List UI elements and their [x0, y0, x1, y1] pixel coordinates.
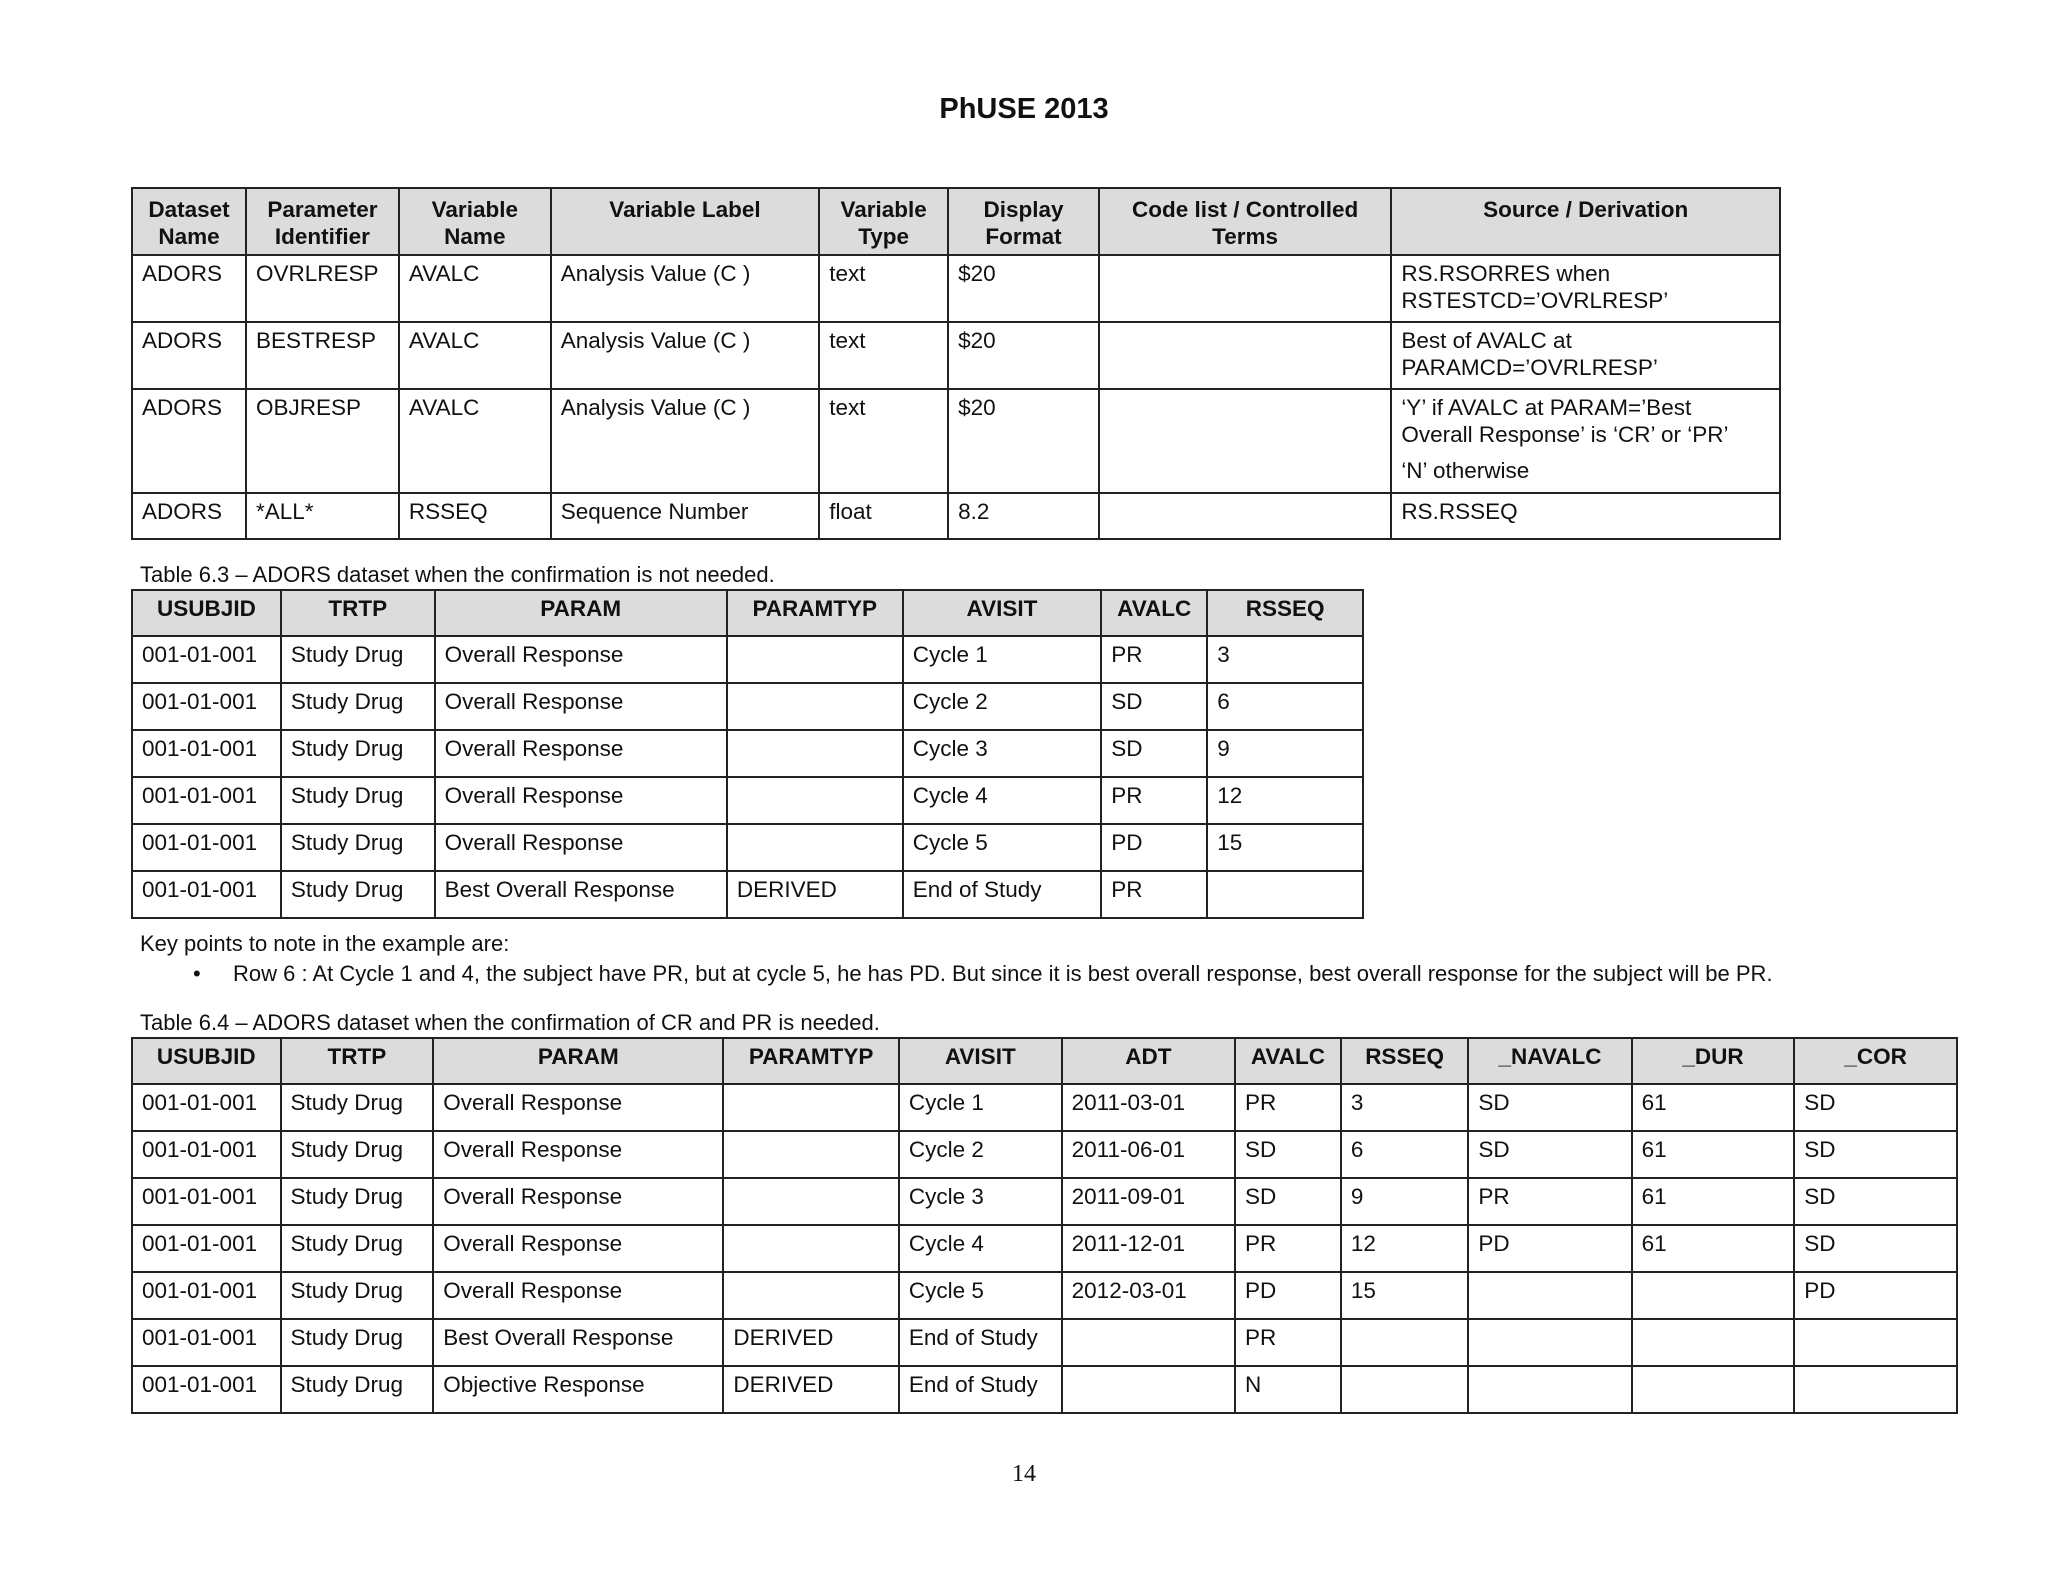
table-cell — [723, 1084, 898, 1131]
table-cell: 001-01-001 — [132, 1319, 281, 1366]
table-cell — [1468, 1319, 1631, 1366]
table-row — [132, 255, 1780, 322]
table-cell: 9 — [1341, 1178, 1469, 1225]
table-cell: Overall Response — [433, 1084, 723, 1131]
table-cell — [1632, 1366, 1795, 1413]
column-header: Source / Derivation — [1391, 188, 1780, 255]
table-cell: Overall Response — [433, 1272, 723, 1319]
table-cell: Objective Response — [433, 1366, 723, 1413]
table-cell: Study Drug — [281, 730, 435, 777]
column-header: TRTP — [281, 1038, 434, 1084]
table-cell: Study Drug — [281, 777, 435, 824]
column-header: _NAVALC — [1468, 1038, 1631, 1084]
table-cell: 6 — [1207, 683, 1363, 730]
table-cell: DERIVED — [723, 1319, 898, 1366]
table-cell — [1062, 1319, 1235, 1366]
key-points-list — [140, 959, 1773, 989]
key-points-intro: Key points to note in the example are: — [140, 931, 510, 956]
table-row — [132, 1178, 1957, 1225]
column-header: Parameter Identifier — [246, 188, 399, 255]
table-row — [132, 871, 1363, 918]
page-number: 14 — [1012, 1461, 1036, 1487]
table-cell: 001-01-001 — [132, 777, 281, 824]
table-cell: 2011-09-01 — [1062, 1178, 1235, 1225]
table-cell: Overall Response — [435, 683, 727, 730]
table-cell: SD — [1794, 1225, 1957, 1272]
table-cell: End of Study — [903, 871, 1102, 918]
table-cell: PR — [1101, 871, 1207, 918]
table-cell: Overall Response — [433, 1225, 723, 1272]
table-cell: 3 — [1207, 636, 1363, 683]
table-cell: Cycle 4 — [899, 1225, 1062, 1272]
table-cell — [1468, 1272, 1631, 1319]
table-cell: text — [819, 389, 948, 493]
table-cell: 001-01-001 — [132, 1366, 281, 1413]
column-header: AVALC — [1101, 590, 1207, 636]
table-cell: BESTRESP — [246, 322, 399, 389]
table-row — [132, 683, 1363, 730]
adors-table-6-4 — [131, 1037, 1958, 1414]
table-cell: Study Drug — [281, 683, 435, 730]
table-cell: SD — [1468, 1131, 1631, 1178]
table-cell: Cycle 3 — [899, 1178, 1062, 1225]
variable-metadata-table — [131, 187, 1781, 540]
table-cell: SD — [1101, 730, 1207, 777]
table-cell — [1099, 389, 1391, 493]
table-cell: 15 — [1341, 1272, 1469, 1319]
table-cell: RS.RSSEQ — [1391, 493, 1780, 539]
table-cell: 001-01-001 — [132, 1178, 281, 1225]
table-cell: Overall Response — [433, 1178, 723, 1225]
column-header: RSSEQ — [1341, 1038, 1469, 1084]
table-row — [132, 1225, 1957, 1272]
table-cell: Study Drug — [281, 1272, 434, 1319]
table-cell — [1794, 1366, 1957, 1413]
table-cell: Best of AVALC at PARAMCD=’OVRLRESP’ — [1391, 322, 1780, 389]
table-cell: 001-01-001 — [132, 636, 281, 683]
table-row — [132, 1131, 1957, 1178]
table-row — [132, 1084, 1957, 1131]
table-cell — [1794, 1319, 1957, 1366]
table-cell: RS.RSORRES when RSTESTCD=’OVRLRESP’ — [1391, 255, 1780, 322]
table-cell: Study Drug — [281, 1366, 434, 1413]
table-cell: 9 — [1207, 730, 1363, 777]
table-cell: PD — [1235, 1272, 1341, 1319]
column-header: Variable Type — [819, 188, 948, 255]
table-cell: 2012-03-01 — [1062, 1272, 1235, 1319]
table-cell: Cycle 4 — [903, 777, 1102, 824]
table-cell: float — [819, 493, 948, 539]
column-header: TRTP — [281, 590, 435, 636]
table-caption: Table 6.3 – ADORS dataset when the confirmation is not needed. — [140, 562, 775, 587]
column-header: PARAM — [433, 1038, 723, 1084]
table-cell — [723, 1178, 898, 1225]
table-row — [132, 1272, 1957, 1319]
table-cell: 001-01-001 — [132, 1272, 281, 1319]
table-cell — [727, 636, 903, 683]
table-cell: Cycle 1 — [899, 1084, 1062, 1131]
table-cell: Overall Response — [433, 1131, 723, 1178]
table-cell: 2011-03-01 — [1062, 1084, 1235, 1131]
column-header: RSSEQ — [1207, 590, 1363, 636]
table-cell: 61 — [1632, 1084, 1795, 1131]
table-cell — [727, 730, 903, 777]
table-cell: 6 — [1341, 1131, 1469, 1178]
table-header-row — [132, 188, 1780, 255]
table-cell: Best Overall Response — [435, 871, 727, 918]
column-header: USUBJID — [132, 590, 281, 636]
table-cell: PD — [1794, 1272, 1957, 1319]
table-cell: Study Drug — [281, 1084, 434, 1131]
table-cell — [1341, 1319, 1469, 1366]
column-header: AVISIT — [899, 1038, 1062, 1084]
table-cell — [1341, 1366, 1469, 1413]
table-cell: AVALC — [399, 389, 551, 493]
table-cell: Study Drug — [281, 636, 435, 683]
table-cell: 3 — [1341, 1084, 1469, 1131]
table-cell: SD — [1468, 1084, 1631, 1131]
table-cell: Overall Response — [435, 636, 727, 683]
table-cell — [1062, 1366, 1235, 1413]
table-cell: PR — [1235, 1084, 1341, 1131]
table-cell: ADORS — [132, 255, 246, 322]
table-cell: SD — [1235, 1131, 1341, 1178]
table-cell: Analysis Value (C ) — [551, 255, 819, 322]
table-cell: Study Drug — [281, 1319, 434, 1366]
table-cell — [1099, 493, 1391, 539]
table-cell: PR — [1468, 1178, 1631, 1225]
table-cell: 61 — [1632, 1225, 1795, 1272]
table-cell: AVALC — [399, 322, 551, 389]
table-cell: Study Drug — [281, 871, 435, 918]
table-cell: 001-01-001 — [132, 1084, 281, 1131]
table-cell — [727, 683, 903, 730]
table-cell: Analysis Value (C ) — [551, 322, 819, 389]
table-cell: 001-01-001 — [132, 871, 281, 918]
table-cell: Study Drug — [281, 1225, 434, 1272]
table-row — [132, 322, 1780, 389]
table-cell: 61 — [1632, 1178, 1795, 1225]
table-cell: RSSEQ — [399, 493, 551, 539]
table-cell: N — [1235, 1366, 1341, 1413]
table-cell: 001-01-001 — [132, 1131, 281, 1178]
table-row — [132, 493, 1780, 539]
table-cell — [1632, 1319, 1795, 1366]
table-cell: 001-01-001 — [132, 1225, 281, 1272]
table-cell — [1632, 1272, 1795, 1319]
table-cell: Cycle 3 — [903, 730, 1102, 777]
column-header: Code list / Controlled Terms — [1099, 188, 1391, 255]
table-cell: Analysis Value (C ) — [551, 389, 819, 493]
table-cell: End of Study — [899, 1319, 1062, 1366]
table-row — [132, 1319, 1957, 1366]
column-header: AVALC — [1235, 1038, 1341, 1084]
table-header-row — [132, 1038, 1957, 1084]
page-title: PhUSE 2013 — [939, 93, 1109, 125]
table-cell: 001-01-001 — [132, 730, 281, 777]
table-cell: Cycle 5 — [903, 824, 1102, 871]
table-cell: PD — [1101, 824, 1207, 871]
table-header-row — [132, 590, 1363, 636]
table-cell: PR — [1101, 636, 1207, 683]
table-cell: 12 — [1207, 777, 1363, 824]
table-cell: Study Drug — [281, 824, 435, 871]
table-row — [132, 1366, 1957, 1413]
adors-table-6-3 — [131, 589, 1364, 919]
column-header: ADT — [1062, 1038, 1235, 1084]
table-cell: PR — [1101, 777, 1207, 824]
table-cell: Best Overall Response — [433, 1319, 723, 1366]
column-header: _COR — [1794, 1038, 1957, 1084]
table-cell: *ALL* — [246, 493, 399, 539]
column-header: Variable Name — [399, 188, 551, 255]
table-cell: $20 — [948, 322, 1099, 389]
table-row — [132, 777, 1363, 824]
table-cell: 001-01-001 — [132, 683, 281, 730]
list-item — [193, 959, 1773, 989]
table-cell — [1099, 322, 1391, 389]
table-caption: Table 6.4 – ADORS dataset when the confirmation of CR and PR is needed. — [140, 1010, 880, 1035]
column-header: USUBJID — [132, 1038, 281, 1084]
table-row — [132, 730, 1363, 777]
table-cell: $20 — [948, 255, 1099, 322]
column-header: _DUR — [1632, 1038, 1795, 1084]
table-row — [132, 636, 1363, 683]
table-cell: 15 — [1207, 824, 1363, 871]
table-cell: ADORS — [132, 389, 246, 493]
table-cell: 8.2 — [948, 493, 1099, 539]
table-cell: Cycle 2 — [899, 1131, 1062, 1178]
bullet-icon: • — [193, 961, 201, 986]
table-cell: OBJRESP — [246, 389, 399, 493]
table-cell: Sequence Number — [551, 493, 819, 539]
table-cell: 2011-12-01 — [1062, 1225, 1235, 1272]
table-cell: ADORS — [132, 322, 246, 389]
table-cell — [727, 824, 903, 871]
table-cell: Cycle 1 — [903, 636, 1102, 683]
table-cell: ‘Y’ if AVALC at PARAM=’Best Overall Response’ is ‘CR’ or ‘PR’ ‘N’ otherwise — [1391, 389, 1780, 493]
table-cell: DERIVED — [723, 1366, 898, 1413]
column-header: Variable Label — [551, 188, 819, 255]
table-cell: OVRLRESP — [246, 255, 399, 322]
table-cell: 61 — [1632, 1131, 1795, 1178]
table-cell: $20 — [948, 389, 1099, 493]
table-cell: End of Study — [899, 1366, 1062, 1413]
table-cell — [723, 1131, 898, 1178]
table-cell: SD — [1235, 1178, 1341, 1225]
table-cell: Cycle 2 — [903, 683, 1102, 730]
table-cell: 12 — [1341, 1225, 1469, 1272]
table-cell — [1207, 871, 1363, 918]
table-row — [132, 389, 1780, 493]
column-header: PARAMTYP — [727, 590, 903, 636]
column-header: Display Format — [948, 188, 1099, 255]
table-cell: PR — [1235, 1319, 1341, 1366]
table-cell: ADORS — [132, 493, 246, 539]
table-cell: SD — [1794, 1178, 1957, 1225]
column-header: PARAM — [435, 590, 727, 636]
table-cell: text — [819, 322, 948, 389]
column-header: AVISIT — [903, 590, 1102, 636]
table-cell: SD — [1794, 1084, 1957, 1131]
table-cell — [727, 777, 903, 824]
table-cell: SD — [1794, 1131, 1957, 1178]
table-cell — [723, 1272, 898, 1319]
table-cell: Overall Response — [435, 777, 727, 824]
table-cell: PD — [1468, 1225, 1631, 1272]
column-header: PARAMTYP — [723, 1038, 898, 1084]
key-points — [140, 929, 1773, 989]
table-cell — [723, 1225, 898, 1272]
table-cell: 001-01-001 — [132, 824, 281, 871]
list-item-text: Row 6 : At Cycle 1 and 4, the subject have PR, but at cycle 5, he has PD. But since it is best overall response, best overall response for the subject will be PR. — [233, 961, 1773, 986]
table-row — [132, 824, 1363, 871]
table-cell: Overall Response — [435, 730, 727, 777]
table-cell: SD — [1101, 683, 1207, 730]
table-cell — [1468, 1366, 1631, 1413]
table-cell: text — [819, 255, 948, 322]
table-cell — [1099, 255, 1391, 322]
table-cell: DERIVED — [727, 871, 903, 918]
table-cell: PR — [1235, 1225, 1341, 1272]
table-cell: Study Drug — [281, 1178, 434, 1225]
table-cell: AVALC — [399, 255, 551, 322]
table-cell: Study Drug — [281, 1131, 434, 1178]
column-header: Dataset Name — [132, 188, 246, 255]
table-cell: Overall Response — [435, 824, 727, 871]
table-cell: Cycle 5 — [899, 1272, 1062, 1319]
table-cell: 2011-06-01 — [1062, 1131, 1235, 1178]
